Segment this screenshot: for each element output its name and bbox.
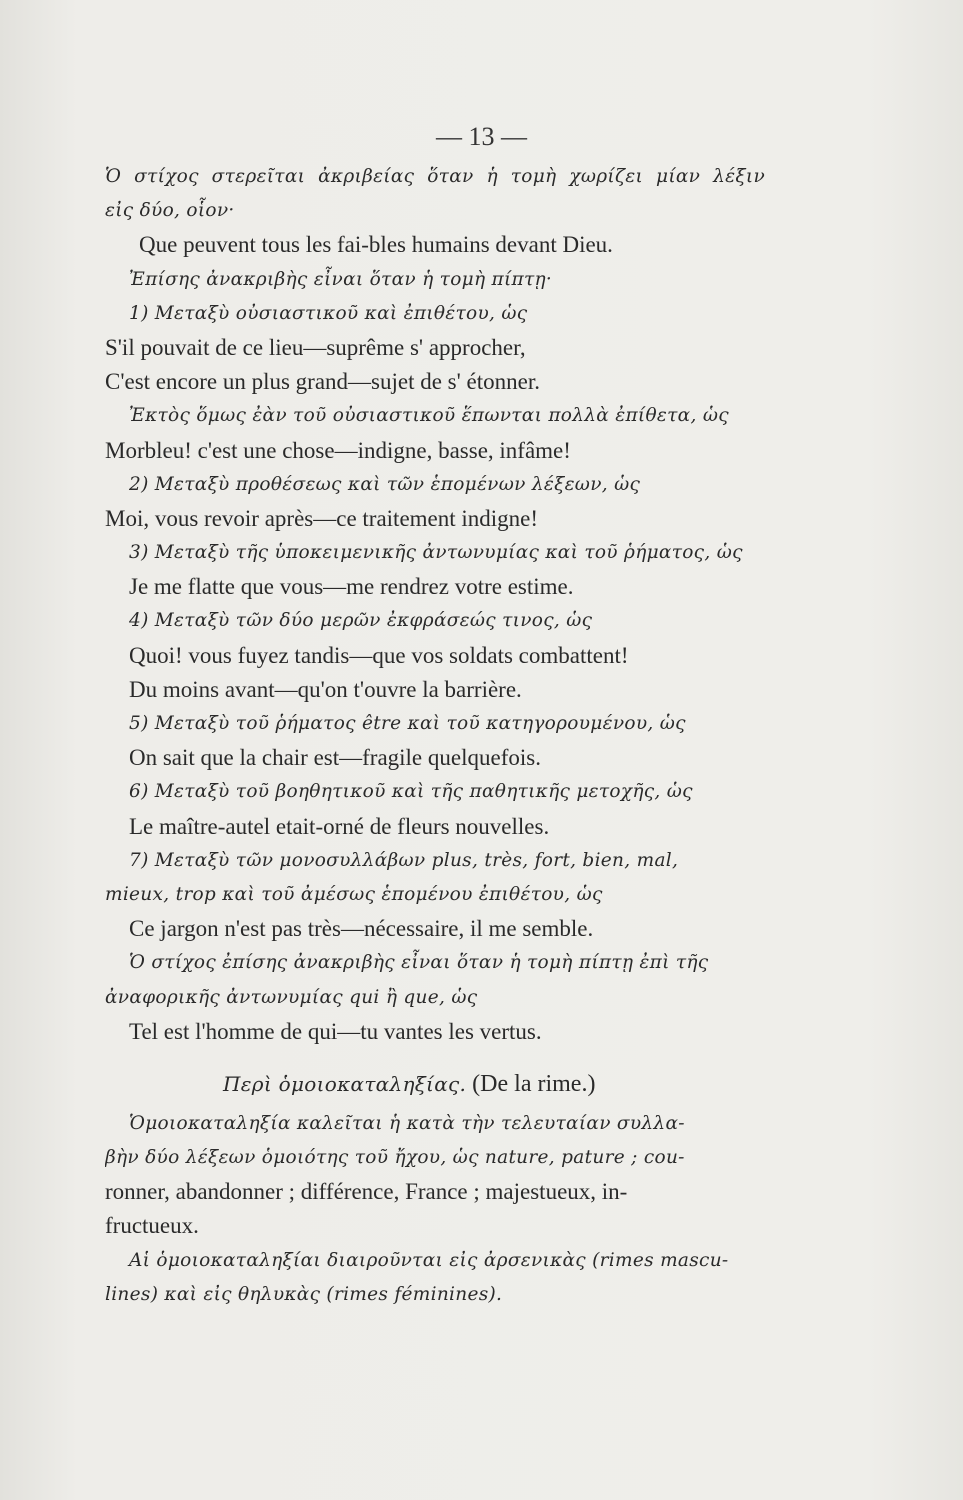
verse-line: Moi, vous revoir après—ce traitement indigne! bbox=[105, 505, 539, 531]
text-line: Ὁμοιοκαταληξία καλεῖται ἡ κατὰ τὴν τελευταίαν συλλα- bbox=[129, 1112, 685, 1134]
text-line: ronner, abandonner ; différence, France ; majestueux, in- bbox=[105, 1179, 628, 1205]
text-line: Ἐκτὸς ὅμως ἐὰν τοῦ οὐσιαστικοῦ ἕπωνται πολλὰ ἐπίθετα, ὡς bbox=[129, 405, 729, 427]
text-line: 2) Μεταξὺ προθέσεως καὶ τῶν ἑπομένων λέξεων, ὡς bbox=[129, 473, 641, 495]
verse-line: C'est encore un plus grand—sujet de s' étonner. bbox=[105, 369, 540, 395]
text-line: 6) Μεταξὺ τοῦ βοηθητικοῦ καὶ τῆς παθητικῆς μετοχῆς, ὡς bbox=[129, 781, 693, 803]
verse-line: Quoi! vous fuyez tandis—que vos soldats combattent! bbox=[129, 642, 629, 668]
verse-line: Du moins avant—qu'on t'ouvre la barrière. bbox=[129, 676, 522, 702]
section-heading bbox=[105, 1057, 765, 1107]
verse-line: S'il pouvait de ce lieu—suprême s' approcher, bbox=[105, 334, 526, 360]
text-line: 4) Μεταξὺ τῶν δύο μερῶν ἐκφράσεώς τινος, ὡς bbox=[129, 610, 593, 632]
heading-greek: Περὶ ὁμοιοκαταληξίας. bbox=[223, 1071, 467, 1096]
text-line: 3) Μεταξὺ τῆς ὑποκειμενικῆς ἀντωνυμίας καὶ τοῦ ῥήματος, ὡς bbox=[129, 542, 743, 564]
text-line: fructueux. bbox=[105, 1213, 199, 1239]
heading-french: (De la rime.) bbox=[472, 1070, 596, 1097]
text-line: Ἐπίσης ἀνακριβὴς εἶναι ὅταν ἡ τομὴ πίπτῃ· bbox=[129, 268, 553, 290]
text-line: 7) Μεταξὺ τῶν μονοσυλλάβων plus, très, fort, bien, mal, bbox=[129, 849, 679, 871]
text-line: Ὁ στίχος στερεῖται ἀκριβείας ὅταν ἡ τομὴ χωρίζει μίαν λέξιν bbox=[105, 166, 765, 187]
verse-line: Tel est l'homme de qui—tu vantes les vertus. bbox=[129, 1018, 542, 1044]
text-line: mieux, trop καὶ τοῦ ἀμέσως ἑπομένου ἐπιθέτου, ὡς bbox=[105, 883, 603, 905]
verse-line: Je me flatte que vous—me rendrez votre estime. bbox=[129, 574, 574, 600]
verse-line: Ce jargon n'est pas très—nécessaire, il me semble. bbox=[129, 916, 594, 942]
page-number: — 13 — bbox=[436, 122, 527, 151]
verse-line: Le maître-autel etait-orné de fleurs nouvelles. bbox=[129, 813, 550, 839]
verse-line: Morbleu! c'est une chose—indigne, basse, infâme! bbox=[105, 437, 571, 463]
text-line: ἀναφορικῆς ἀντωνυμίας qui ἢ que, ὡς bbox=[105, 986, 478, 1008]
text-line: 1) Μεταξὺ οὐσιαστικοῦ καὶ ἐπιθέτου, ὡς bbox=[129, 302, 528, 324]
page-text bbox=[105, 160, 765, 1312]
text-line: εἰς δύο, οἷον· bbox=[105, 200, 235, 222]
verse-line: On sait que la chair est—fragile quelquefois. bbox=[129, 745, 541, 771]
text-line: Αἱ ὁμοιοκαταληξίαι διαιροῦνται εἰς ἀρσενικὰς (rimes mascu- bbox=[129, 1249, 729, 1271]
text-line: βὴν δύο λέξεων ὁμοιότης τοῦ ἤχου, ὡς nature, pature ; cou- bbox=[105, 1147, 685, 1169]
text-line: 5) Μεταξὺ τοῦ ῥήματος être καὶ τοῦ κατηγορουμένου, ὡς bbox=[129, 713, 686, 734]
verse-line: Que peuvent tous les fai-bles humains devant Dieu. bbox=[139, 232, 613, 258]
text-line: lines) καὶ εἰς θηλυκὰς (rimes féminines). bbox=[105, 1283, 503, 1305]
text-line: Ὁ στίχος ἐπίσης ἀνακριβὴς εἶναι ὅταν ἡ τομὴ πίπτῃ ἐπὶ τῆς bbox=[129, 952, 709, 974]
